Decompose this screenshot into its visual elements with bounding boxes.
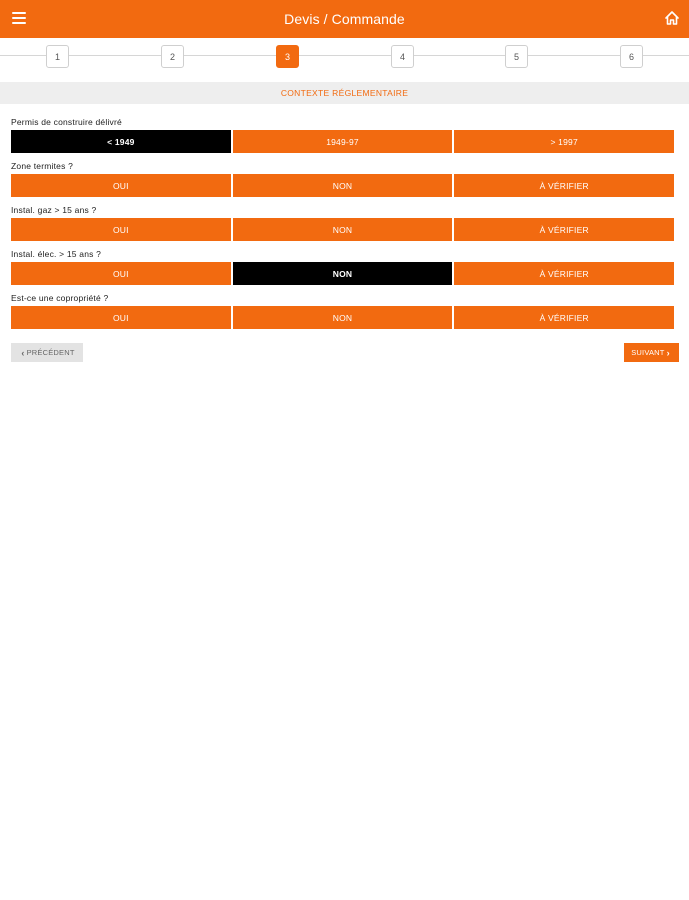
hamburger-menu-icon[interactable] [12,12,26,24]
options-permit [11,130,674,153]
question-label-permit: Permis de construire délivré [11,117,122,127]
step-2[interactable]: 2 [161,45,184,68]
option-non[interactable]: NON [233,218,453,241]
page-title: Devis / Commande [284,11,405,27]
previous-button-label: PRÉCÉDENT [26,348,75,357]
option-1949-97[interactable]: 1949-97 [233,130,453,153]
options-gas [11,218,674,241]
next-button-label: SUIVANT [631,348,665,357]
app-header [0,0,689,38]
question-label-coownership: Est-ce une copropriété ? [11,293,109,303]
option-non[interactable]: NON [233,306,453,329]
step-3[interactable]: 3 [276,45,299,68]
next-button[interactable] [624,343,679,362]
option-a-verifier[interactable]: À VÉRIFIER [454,218,674,241]
option-non[interactable]: NON [233,262,453,285]
option-a-verifier[interactable]: À VÉRIFIER [454,262,674,285]
previous-button[interactable] [11,343,83,362]
step-6[interactable]: 6 [620,45,643,68]
option-oui[interactable]: OUI [11,218,231,241]
question-label-termites: Zone termites ? [11,161,74,171]
option-non[interactable]: NON [233,174,453,197]
option-after-1997[interactable]: > 1997 [454,130,674,153]
question-label-electric: Instal. élec. > 15 ans ? [11,249,102,259]
step-connector-line [0,55,689,56]
options-coownership [11,306,674,329]
option-oui[interactable]: OUI [11,174,231,197]
step-4[interactable]: 4 [391,45,414,68]
option-a-verifier[interactable]: À VÉRIFIER [454,174,674,197]
chevron-right-icon: › [666,347,670,358]
home-icon[interactable] [664,10,680,26]
option-a-verifier[interactable]: À VÉRIFIER [454,306,674,329]
option-oui[interactable]: OUI [11,306,231,329]
option-before-1949[interactable]: < 1949 [11,130,231,153]
options-termites [11,174,674,197]
question-label-gas: Instal. gaz > 15 ans ? [11,205,97,215]
chevron-left-icon: ‹ [21,347,25,358]
step-1[interactable]: 1 [46,45,69,68]
option-oui[interactable]: OUI [11,262,231,285]
step-5[interactable]: 5 [505,45,528,68]
regulatory-form [11,110,674,330]
step-indicator [0,38,689,74]
section-title: CONTEXTE RÉGLEMENTAIRE [0,82,689,104]
options-electric [11,262,674,285]
